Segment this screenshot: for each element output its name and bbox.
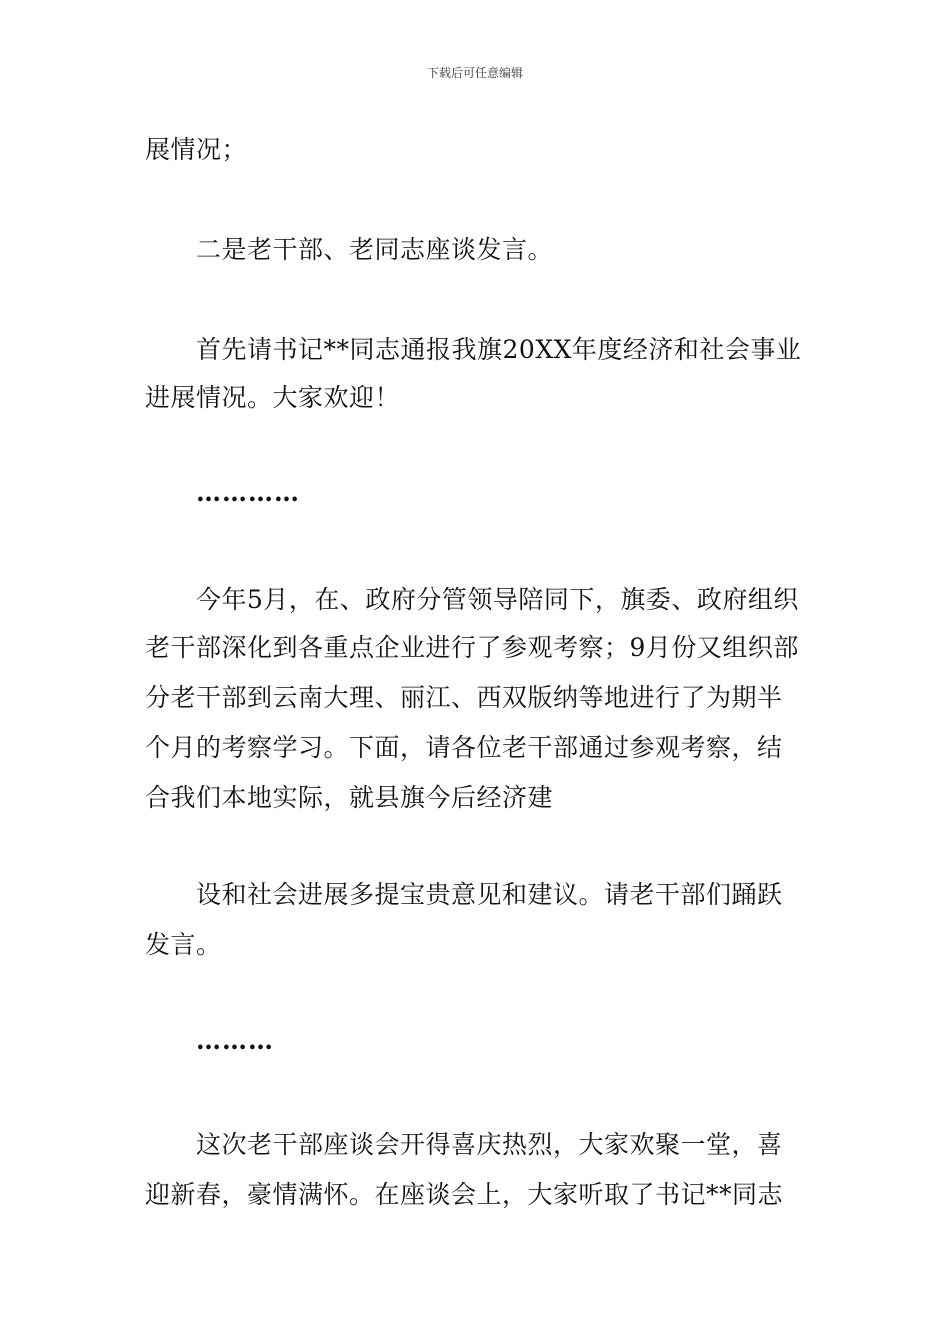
text-line: 进展情况。大家欢迎！ [145, 383, 401, 412]
text-line: 发言。 [145, 930, 222, 959]
text-line: 分老干部到云南大理、丽江、西双版纳等地进行了为期半 [145, 683, 783, 712]
text-line: 展情况； [145, 135, 248, 164]
text-line: 设和社会进展多提宝贵意见和建议。请老干部们踊跃 [196, 880, 783, 909]
text-line: 今年5月，在、政府分管领导陪同下，旗委、政府组织 [196, 585, 799, 614]
text-line: 个月的考察学习。下面，请各位老干部通过参观考察，结 [145, 733, 783, 762]
text-line: 二是老干部、老同志座谈发言。 [196, 235, 554, 264]
ellipsis-line: ………… [196, 478, 300, 507]
text-line: 迎新春，豪情满怀。在座谈会上，大家听取了书记**同志 [145, 1180, 784, 1209]
text-line: 合我们本地实际，就县旗今后经济建 [145, 783, 554, 812]
text-line: 这次老干部座谈会开得喜庆热烈，大家欢聚一堂，喜 [196, 1130, 783, 1159]
text-line: 首先请书记**同志通报我旗20XX年度经济和社会事业 [196, 335, 802, 364]
ellipsis-line: ……… [196, 1026, 274, 1055]
page-header: 下载后可任意编辑 [426, 66, 523, 80]
text-line: 老干部深化到各重点企业进行了参观考察；9月份又组织部 [145, 633, 799, 662]
